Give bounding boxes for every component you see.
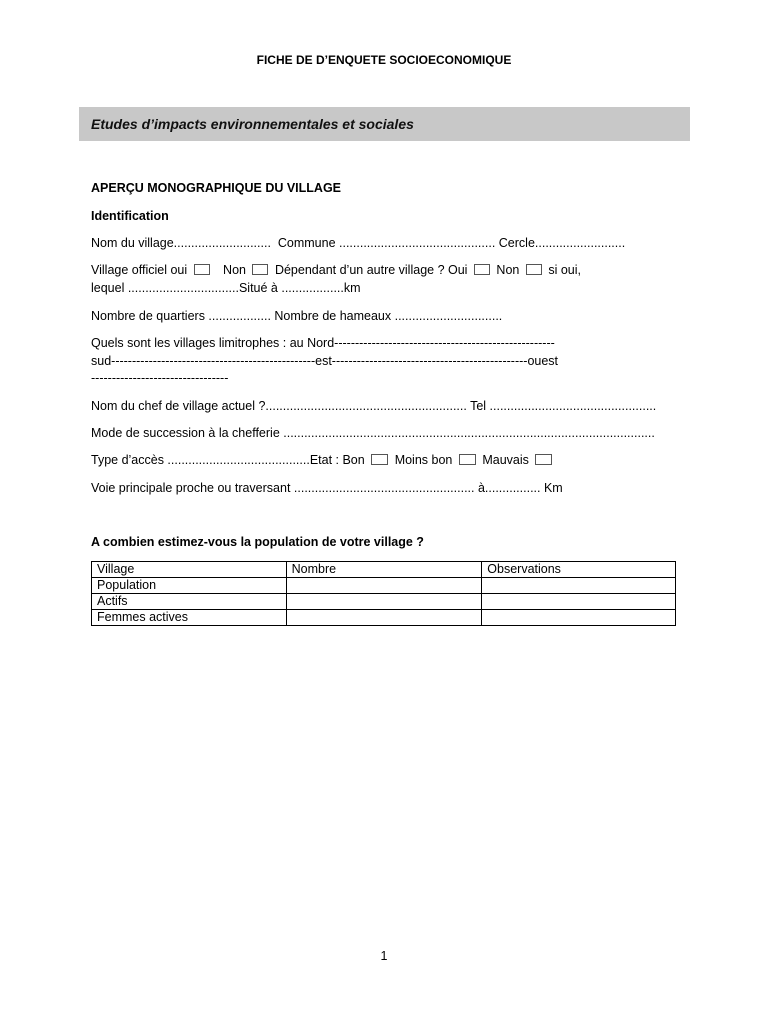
if-yes-label: si oui, — [548, 263, 581, 277]
population-table — [91, 561, 676, 626]
header-village: Village — [92, 562, 287, 578]
page-title: FICHE DE D’ENQUETE SOCIOECONOMIQUE — [256, 53, 512, 67]
moins-bon-label: Moins bon — [394, 453, 453, 467]
neighbors-line-1[interactable]: Quels sont les villages limitrophes : au Nord----------------------------------------------------- — [91, 336, 555, 350]
official-village-line — [91, 262, 581, 278]
row-label: Actifs — [92, 594, 287, 610]
official-yes-checkbox[interactable] — [194, 264, 210, 275]
village-name-line — [91, 235, 625, 251]
nombre-cell[interactable] — [286, 594, 482, 610]
table-row — [92, 594, 676, 610]
access-line — [91, 452, 555, 468]
main-road-line[interactable]: Voie principale proche ou traversant .................................................... à................ Km — [91, 481, 563, 495]
subheading-identification: Identification — [91, 209, 169, 223]
commune-field[interactable]: Commune ............................................. — [277, 236, 496, 250]
observations-cell[interactable] — [482, 594, 676, 610]
neighbors-line-2[interactable]: sud-------------------------------------------------est-----------------------------------------------ouest — [91, 354, 559, 368]
dependent-label: Dépendant d’un autre village ? Oui — [274, 263, 468, 277]
observations-cell[interactable] — [482, 610, 676, 626]
chief-line[interactable]: Nom du chef de village actuel ?.......................................................... Tel ................................................ — [91, 399, 657, 413]
nombre-cell[interactable] — [286, 578, 482, 594]
official-label: Village officiel oui — [91, 263, 188, 277]
succession-line[interactable]: Mode de succession à la chefferie ........................................................................................................... — [91, 426, 655, 440]
access-label: Type d’accès .........................................Etat : Bon — [91, 453, 365, 467]
table-header-row — [92, 562, 676, 578]
section-heading: APERÇU MONOGRAPHIQUE DU VILLAGE — [91, 181, 342, 195]
header-nombre: Nombre — [286, 562, 482, 578]
page-number: 1 — [380, 949, 388, 963]
neighbors-line-3[interactable]: --------------------------------- — [91, 371, 229, 385]
cercle-field[interactable]: Cercle.......................... — [498, 236, 626, 250]
table-row — [92, 578, 676, 594]
dependent-yes-checkbox[interactable] — [474, 264, 490, 275]
quarters-hamlets-line[interactable]: Nombre de quartiers .................. Nombre de hameaux ............................... — [91, 309, 503, 323]
village-name-field[interactable]: Nom du village............................ — [91, 236, 271, 250]
observations-cell[interactable] — [482, 578, 676, 594]
official-no-checkbox[interactable] — [252, 264, 268, 275]
header-observations: Observations — [482, 562, 676, 578]
state-bad-checkbox[interactable] — [535, 454, 552, 465]
population-question: A combien estimez-vous la population de votre village ? — [91, 535, 424, 549]
state-good-checkbox[interactable] — [371, 454, 388, 465]
row-label: Femmes actives — [92, 610, 287, 626]
official-no-label: Non — [223, 263, 246, 277]
dependent-no-checkbox[interactable] — [526, 264, 542, 275]
banner-text: Etudes d’impacts environnementales et sociales — [91, 116, 414, 132]
table-row — [92, 610, 676, 626]
mauvais-label: Mauvais — [482, 453, 529, 467]
section-banner — [79, 107, 690, 141]
nombre-cell[interactable] — [286, 610, 482, 626]
dependent-no-label: Non — [496, 263, 520, 277]
which-village-line[interactable]: lequel ................................Situé à ..................km — [91, 281, 361, 295]
row-label: Population — [92, 578, 287, 594]
state-fair-checkbox[interactable] — [459, 454, 476, 465]
